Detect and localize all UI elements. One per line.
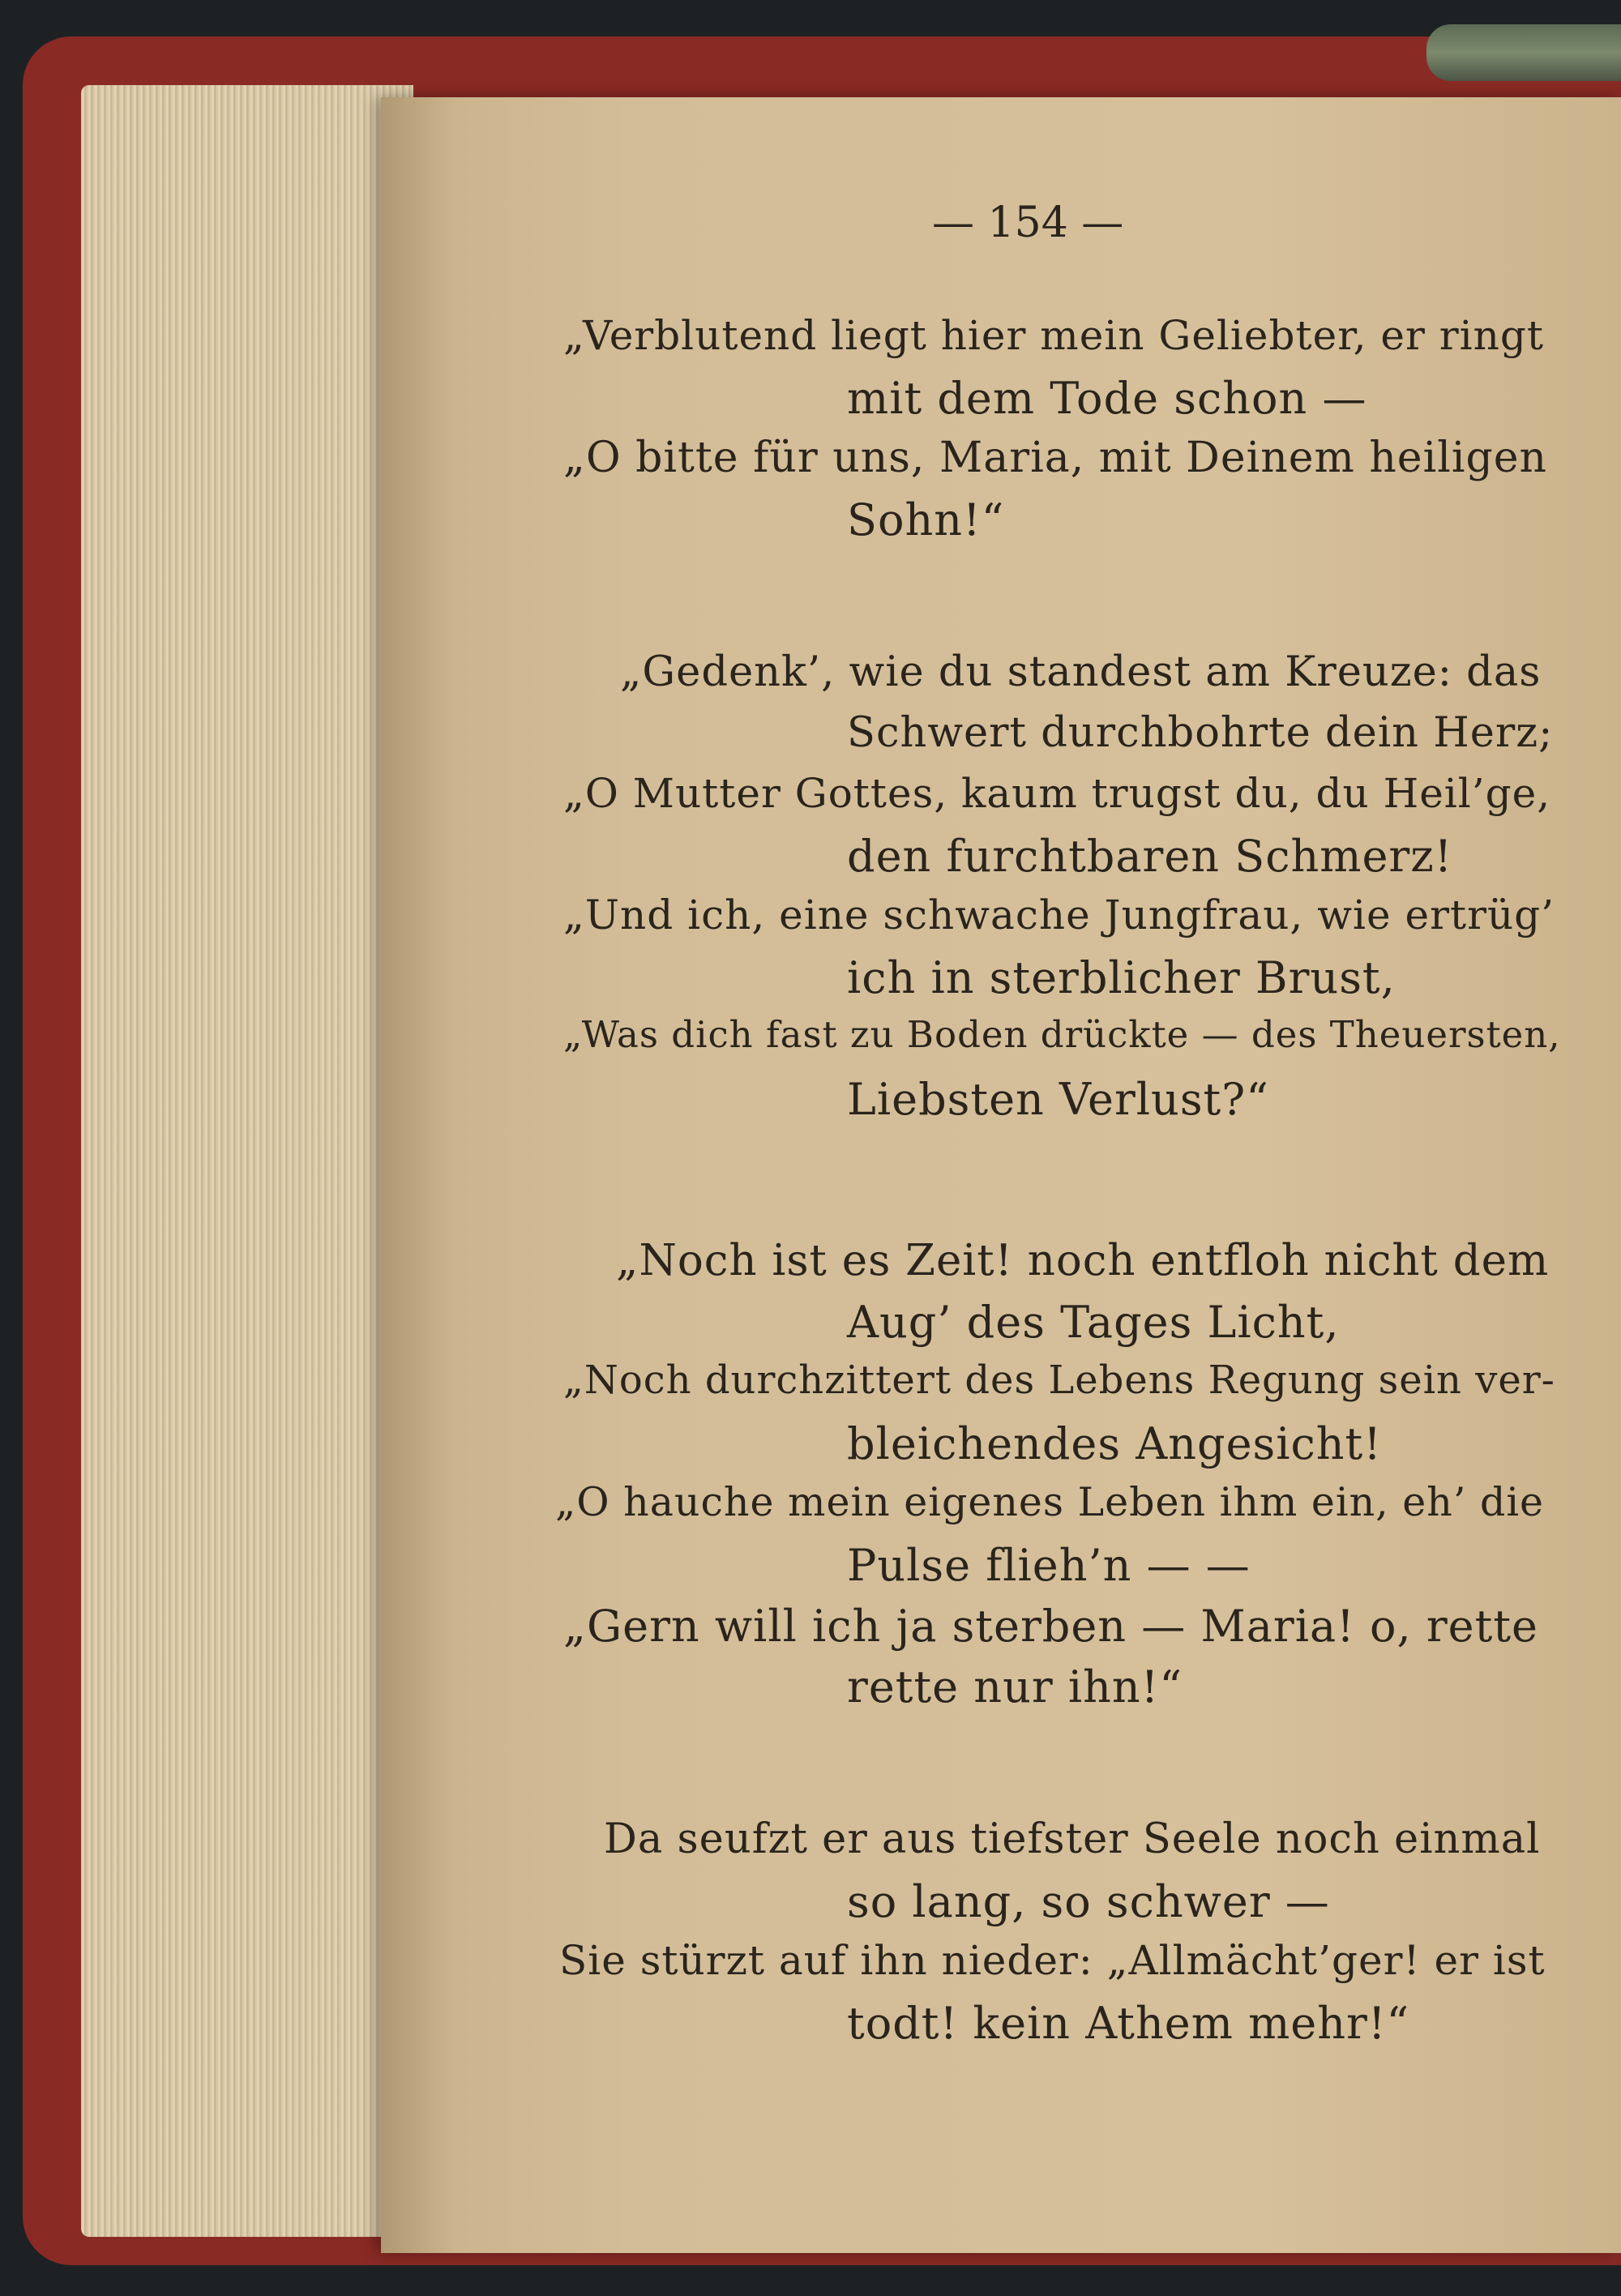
poem-line: rette nur ihn!“ <box>847 1661 1183 1712</box>
poem-line: „Was dich fast zu Boden drückte — des Theuersten, <box>563 1013 1561 1056</box>
poem-line: „Gern will ich ja sterben — Maria! o, rette <box>563 1601 1538 1652</box>
poem-line: „Und ich, eine schwache Jungfrau, wie ertrüg’ <box>563 891 1555 938</box>
poem-line: den furchtbaren Schmerz! <box>847 831 1453 882</box>
poem-line: „O hauche mein eigenes Leben ihm ein, eh’ die <box>555 1479 1545 1525</box>
poem-line: todt! kein Athem mehr!“ <box>847 1998 1410 2049</box>
poem-line: bleichendes Angesicht! <box>847 1418 1382 1469</box>
poem-line: Liebsten Verlust?“ <box>847 1074 1269 1125</box>
poem-line: ich in sterblicher Brust, <box>847 952 1396 1003</box>
poem-line: „Noch ist es Zeit! noch entfloh nicht dem <box>616 1236 1550 1285</box>
poem-line: „Gedenk’, wie du standest am Kreuze: das <box>620 648 1542 696</box>
poem-line: mit dem Tode schon — <box>847 373 1367 424</box>
poem-line: Aug’ des Tages Licht, <box>847 1297 1340 1348</box>
poem-line: Sohn!“ <box>847 494 1005 545</box>
poem-line: „Verblutend liegt hier mein Geliebter, er ringt <box>563 312 1544 359</box>
poem-line: Pulse flieh’n — — <box>847 1540 1251 1591</box>
poem-line: Schwert durchbohrte dein Herz; <box>847 709 1554 757</box>
poem-line: „O Mutter Gottes, kaum trugst du, du Heil’ge, <box>563 770 1551 817</box>
poem-line: so lang, so schwer — <box>847 1876 1330 1927</box>
poem-line: Sie stürzt auf ihn nieder: „Allmächt’ger! er ist <box>559 1937 1546 1984</box>
poem-line: Da seufzt er aus tiefster Seele noch einmal <box>604 1815 1541 1863</box>
page-number: — 154 — <box>932 199 1124 247</box>
poem-line: „O bitte für uns, Maria, mit Deinem heiligen <box>563 434 1548 482</box>
poem-line: „Noch durchzittert des Lebens Regung sein ver- <box>563 1358 1555 1403</box>
